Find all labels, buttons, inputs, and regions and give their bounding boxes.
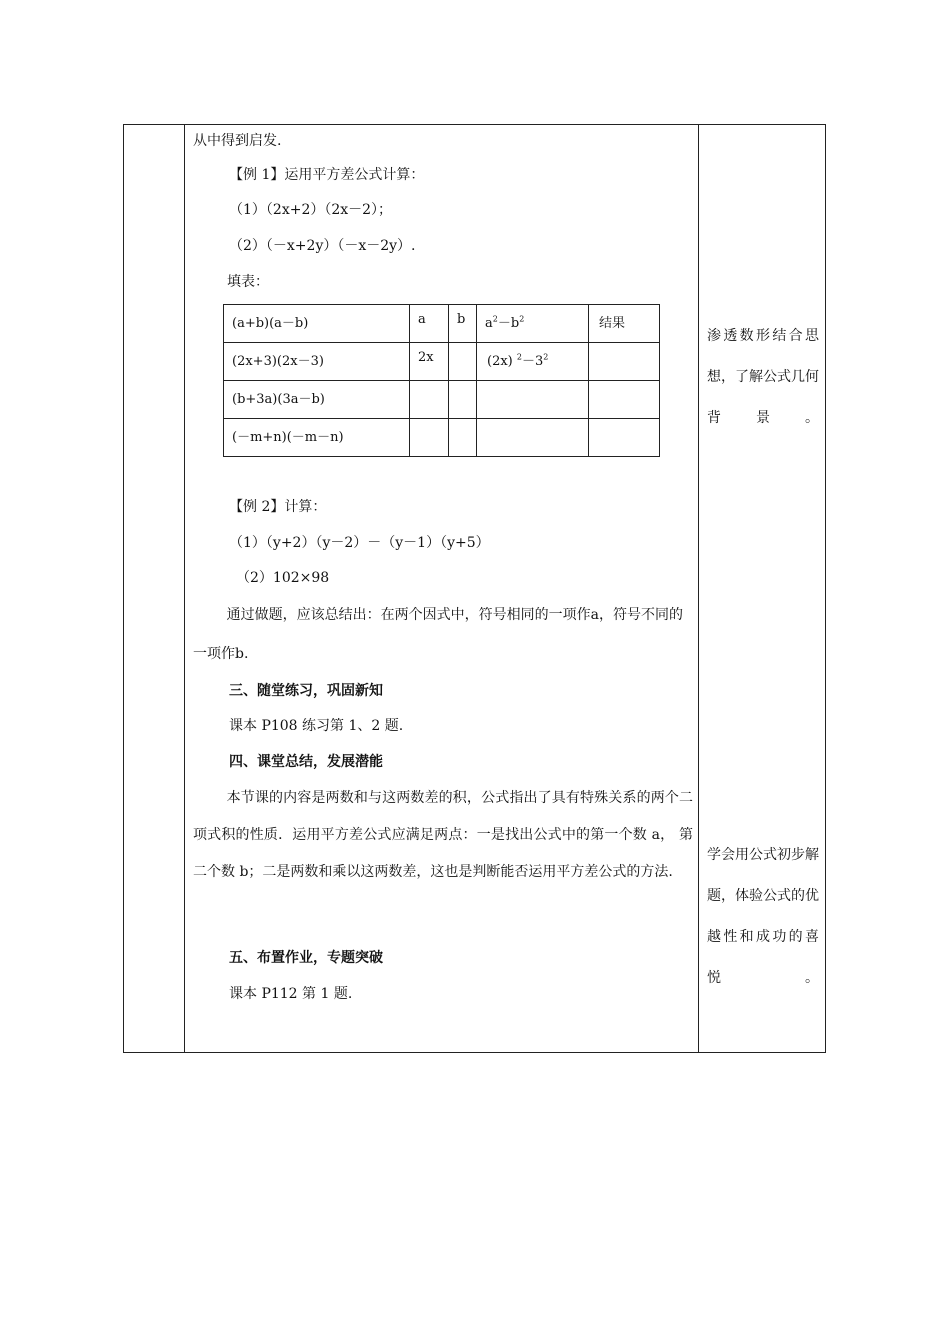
table-cell: (a+b)(a－b) — [224, 305, 410, 343]
example-2-question-1: （1）（y+2）（y－2）－（y－1）（y+5） — [229, 535, 490, 551]
fill-table — [223, 304, 660, 457]
table-cell: (b+3a)(3a－b) — [224, 381, 410, 419]
example-1-title: 【例 1】运用平方差公式计算： — [229, 167, 425, 183]
table-row — [224, 305, 660, 343]
table-cell: a — [410, 305, 449, 343]
section-3-body: 课本 P108 练习第 1、2 题. — [229, 718, 404, 734]
table-cell — [410, 419, 449, 457]
table-cell: 结果 — [589, 305, 660, 343]
section-4-heading: 四、课堂总结，发展潜能 — [229, 754, 383, 770]
table-cell — [410, 381, 449, 419]
table-cell — [477, 381, 589, 419]
fill-table-label: 填表： — [227, 274, 269, 290]
table-cell — [589, 419, 660, 457]
section-3-heading: 三、随堂练习，巩固新知 — [229, 683, 383, 699]
table-row — [224, 381, 660, 419]
example-2-title: 【例 2】计算： — [229, 499, 327, 515]
table-cell: $a^2-b^2$ — [477, 305, 589, 343]
table-cell: (－m+n)(－m－n) — [224, 419, 410, 457]
table-row — [224, 419, 660, 457]
summary-paragraph: 通过做题，应该总结出：在两个因式中，符号相同的一项作a，符号不同的一项作b. — [193, 607, 683, 662]
table-cell — [589, 343, 660, 381]
table-cell — [449, 419, 477, 457]
section-5-heading: 五、布置作业，专题突破 — [229, 950, 383, 966]
section-4-body: 本节课的内容是两数和与这两数差的积，公式指出了具有特殊关系的两个二项式积的性质．运用平方差公式应满足两点：一是找出公式中的第一个数 a， 第二个数 b；二是两数和乘以这两数差，这也是判断能否运用平方差公式的方法. — [193, 790, 693, 880]
table-cell — [449, 381, 477, 419]
table-cell — [477, 419, 589, 457]
side-note-1: 渗透数形结合思想，了解公式几何背景。 — [707, 328, 819, 426]
example-1-question-2: （2）（－x+2y）（－x－2y）. — [229, 238, 416, 254]
intro-line: 从中得到启发. — [193, 133, 282, 149]
example-1-question-1: （1）（2x+2）（2x－2）； — [229, 202, 393, 218]
table-row — [224, 343, 660, 381]
table-cell — [589, 381, 660, 419]
table-cell: 2x — [410, 343, 449, 381]
table-cell — [449, 343, 477, 381]
section-5-body: 课本 P112 第 1 题. — [229, 986, 353, 1002]
column-divider-1 — [184, 125, 185, 1052]
table-cell: (2x+3)(2x－3) — [224, 343, 410, 381]
side-note-2: 学会用公式初步解题，体验公式的优越性和成功的喜悦。 — [707, 847, 819, 986]
example-2-question-2: （2）102×98 — [236, 570, 330, 586]
column-divider-2 — [698, 125, 699, 1052]
table-cell: b — [449, 305, 477, 343]
table-cell: (2x) $^2-3^2$ — [477, 343, 589, 381]
